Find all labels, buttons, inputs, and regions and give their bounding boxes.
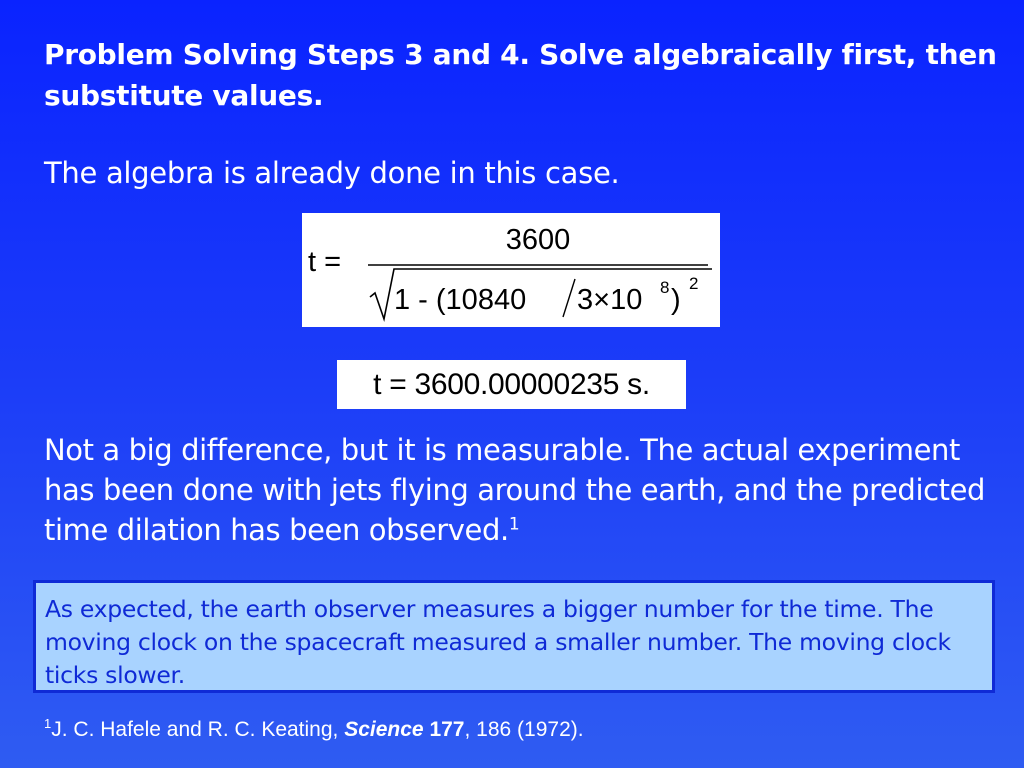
radicand-prefix: 1 - (10840 xyxy=(394,284,527,316)
footnote-journal: Science xyxy=(344,718,424,741)
time-dilation-formula xyxy=(302,213,720,327)
callout-text: As expected, the earth observer measures a bigger number for the time. The moving clock on the spacecraft measured a smaller number. The moving clock ticks slower. xyxy=(45,595,951,689)
result-box: t = 3600.00000235 s. xyxy=(337,360,686,409)
close-paren: ) xyxy=(671,284,681,316)
conclusion-callout xyxy=(33,580,995,693)
footnote-authors: J. C. Hafele and R. C. Keating, xyxy=(51,718,345,741)
inner-exponent: 8 xyxy=(660,278,670,297)
formula-box xyxy=(302,213,720,327)
denominator-mid: 3×10 xyxy=(577,284,643,316)
slide-heading: Problem Solving Steps 3 and 4. Solve algebraically first, then substitute values. xyxy=(44,38,997,112)
formula-numerator: 3600 xyxy=(505,224,571,256)
footnote-pages-year: , 186 (1972). xyxy=(464,718,584,741)
division-slash xyxy=(563,279,575,317)
outer-exponent: 2 xyxy=(689,274,699,293)
formula-lhs: t = xyxy=(308,246,342,278)
footnote xyxy=(44,716,944,744)
footnote-marker: 1 xyxy=(44,716,52,731)
explanation-paragraph xyxy=(44,430,1004,550)
explanation-text: Not a big difference, but it is measurable. The actual experiment has been done with jets flying around the earth, and the predicted time dilation has been observed. xyxy=(44,433,986,547)
footnote-volume: 177 xyxy=(429,718,465,741)
footnote-reference: 1 xyxy=(508,514,520,535)
intro-text: The algebra is already done in this case. xyxy=(44,156,620,190)
